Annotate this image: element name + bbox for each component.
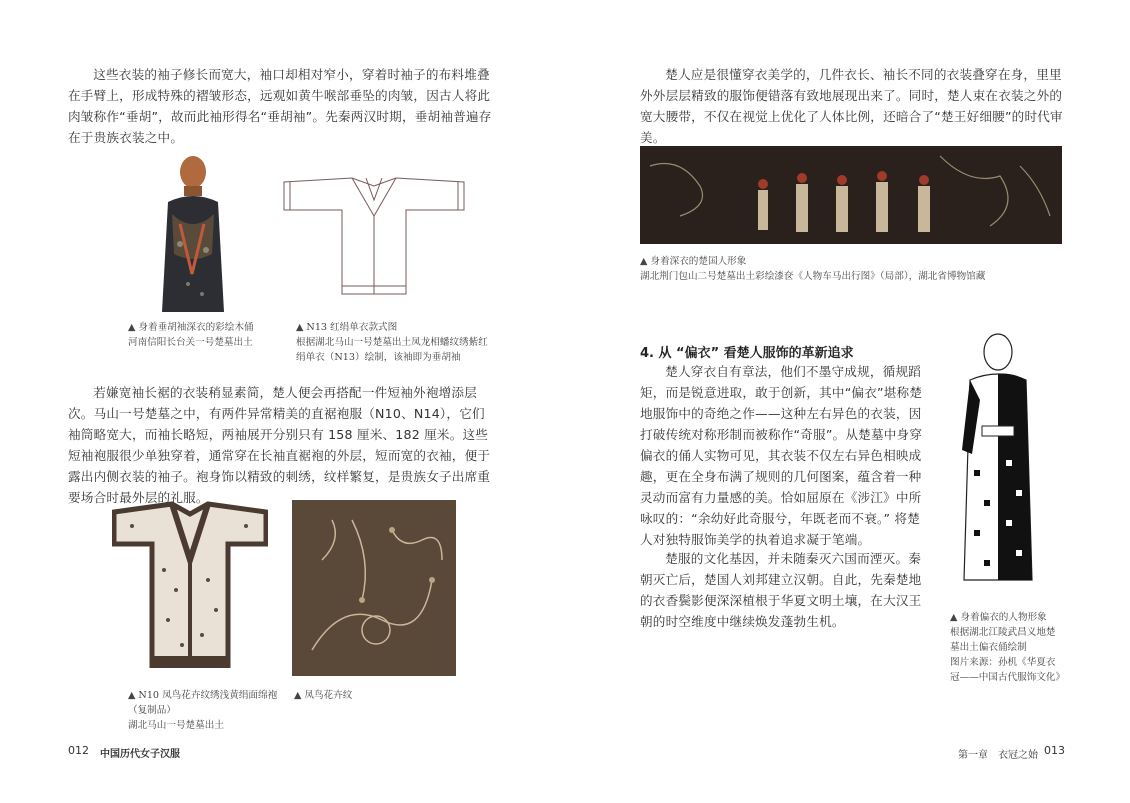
- right-paragraph-3: 楚服的文化基因，并未随秦灭六国而湮灭。秦朝灭亡后，楚国人刘邦建立汉朝。自此，先秦楚地的衣香鬓影便深深植根于华夏文明土壤，在大汉王朝的时空维度中继续焕发蓬勃生机。: [640, 551, 922, 629]
- figure-1-caption: ▲ 身着垂胡袖深衣的彩绘木俑 河南信阳长台关一号楚墓出土: [128, 322, 254, 348]
- chapter-label: 第一章: [958, 750, 988, 761]
- right-paragraph-1: 楚人应是很懂穿衣美学的，几件衣长、袖长不同的衣装叠穿在身，里里外外层层精致的服饰便错落有致地展现出来了。同时，楚人束在衣装之外的宽大腰带，不仅在视觉上优化了人体比例，还暗合了“楚王好细腰”的时代审美。: [640, 67, 1063, 145]
- figure-2-caption: ▲ N13 红绢单衣款式图 根据湖北马山一号楚墓出土凤龙相蟠纹绣紫红绢单衣（N13）绘制，该袖即为垂胡袖: [296, 322, 488, 363]
- figure-3-caption: ▲ N10 凤鸟花卉纹绣浅黄绢面绵袍（复制品） 湖北马山一号楚墓出土: [128, 690, 278, 731]
- book-title: 中国历代女子汉服: [100, 749, 180, 760]
- section-label: 衣冠之始: [998, 750, 1038, 761]
- lacquer-painting-photo: [640, 146, 1062, 244]
- figure-4-caption: ▲ 凤鸟花卉纹: [294, 690, 353, 701]
- right-paragraph-2: 楚人穿衣自有章法，他们不墨守成规，循规蹈矩，而是锐意进取，敢于创新，其中“偏衣”堪称楚地服饰中的奇绝之作——这种左右异色的衣装，因打破传统对称形制而被称作“奇服”。从楚墓中身穿偏衣的俑人实物可见，其衣装不仅左右异色相映成趣，更在全身布满了规则的几何图案，蕴含着一种灵动而富有力量感的美。恰如屈原在《涉江》中所咏叹的：“余幼好此奇服兮，年既老而不衰。” 将楚人对独特服饰美学的执着追求凝于笔端。: [640, 364, 923, 547]
- robe-line-drawing: [282, 176, 466, 300]
- left-paragraph-2: 若嫌宽袖长裾的衣装稍显素简，楚人便会再搭配一件短袖外袍增添层次。马山一号楚墓之中，有两件异常精美的直裾袍服（N10、N14），它们袖筒略宽大，而袖长略短，两袖展开分别只有 158 厘米、182 厘米。这些短袖袍服很少单独穿着，通常穿在长袖直裾袍的外层，短而宽的衣袖，便于露出内侧衣装的袖子。袍身饰以精致的刺绣，纹样繁复，是贵族女子出席重要场合时最外层的礼服。: [68, 385, 491, 505]
- left-paragraph-1: 这些衣装的袖子修长而宽大，袖口却相对窄小，穿着时袖子的布料堆叠在手臂上，形成特殊的褶皱形态，远观如黄牛喉部垂坠的肉皱，因古人将此肉皱称作“垂胡”，故而此袖形得名“垂胡袖”。先秦两汉时期，垂胡袖普遍存在于贵族衣装之中。: [68, 67, 492, 145]
- embroidered-robe-photo: [112, 500, 268, 668]
- asymmetric-garment-drawing: [958, 330, 1038, 590]
- figurine-photo: [158, 154, 228, 314]
- figure-6-caption: ▲ 身着偏衣的人物形象 根据湖北江陵武昌义地楚墓出土偏衣俑绘制 图片来源：孙机《华夏衣冠——中国古代服饰文化》: [950, 612, 1066, 683]
- left-page-number: 012: [68, 744, 89, 757]
- section-heading: 4. 从 “偏衣” 看楚人服饰的革新追求: [640, 346, 854, 361]
- phoenix-pattern-photo: [292, 500, 456, 676]
- right-page-number: 013: [1044, 744, 1065, 757]
- figure-5-caption: ▲ 身着深衣的楚国人形象 湖北荆门包山二号楚墓出土彩绘漆奁《人物车马出行图》（局部），湖北省博物馆藏: [640, 256, 986, 282]
